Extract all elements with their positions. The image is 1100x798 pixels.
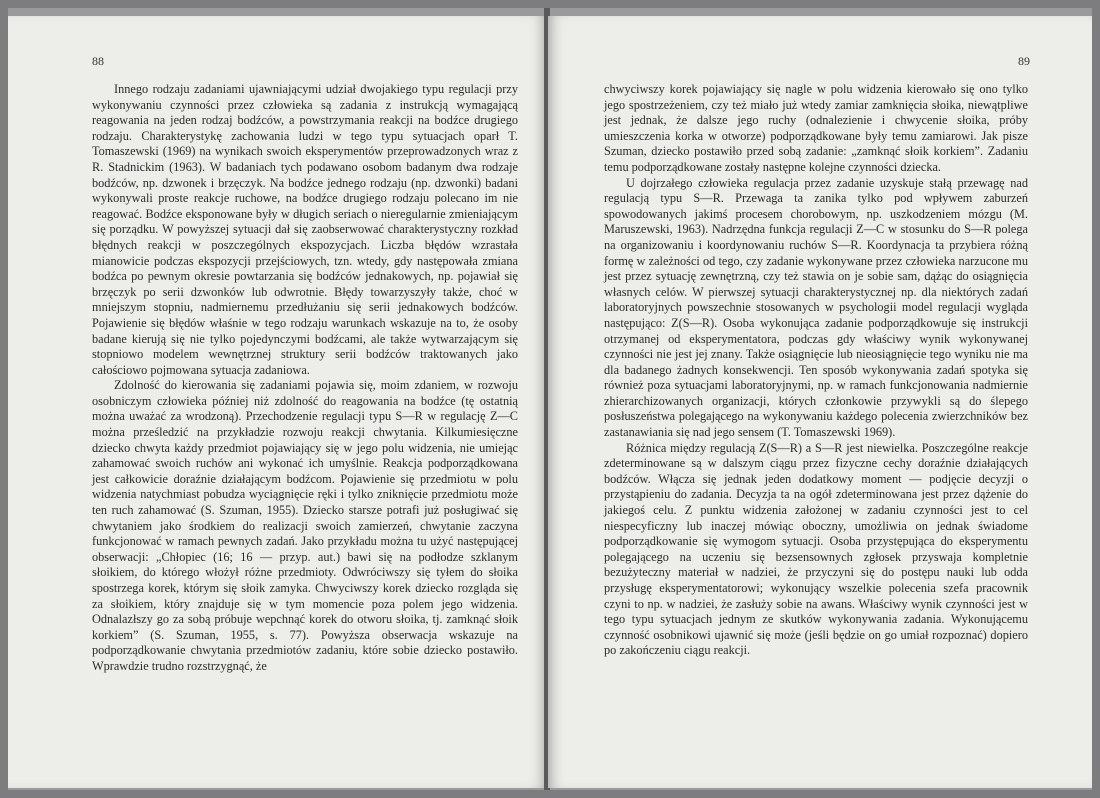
paragraph: U dojrzałego człowieka regulacja przez zadanie uzyskuje stałą przewagę nad regulacją typu S—R. Przewaga ta zanika tylko pod wpływem zaburzeń spowodowanych jakimś procesem chorobowym, np. uszkodzeniem mózgu (M. Maruszewski, 1963). Nadrzędna funkcja regulacji Z—C w stosunku do S—R polega na organizowaniu i koordynowaniu ruchów S—R. Koordynacja ta przybiera różną formę w zależności od tego, czy zadanie wykonywane przez człowieka narzucone mu jest przez sytuację zewnętrzną, czy też stawia on je sobie sam, dążąc do osiągnięcia własnych celów. W pierwszej sytuacji charakterystycznej np. dla niektórych zadań laboratoryjnych powszechnie stosowanych w psychologii model regulacji wygląda następująco: Z(S—R). Osoba wykonująca zadanie podporządkowuje się instrukcji otrzymanej od eksperymentatora, podczas gdy właściwy wynik wykonywanej czynności nie jest jej znany. Także osiągnięcie lub nieosiągnięcie tego wyniku nie ma dla badanego żadnych konsekwencji. Ten sposób wykonywania zadań spotyka się również poza sytuacjami laboratoryjnymi, np. w ramach funkcjonowania nadmiernie zhierarchizowanych organizacji, których członkowie przywykli są do ślepego posłuszeństwa polegającego na wykonywaniu każdego polecenia zwierzchników bez zastanawiania się nad jego sensem (T. Tomaszewski 1969). [604,175,1028,440]
right-page-number: 89 [1018,54,1030,68]
left-page-number: 88 [92,54,104,68]
right-page-body [604,82,1028,659]
book-spread [8,8,1092,790]
paragraph: Innego rodzaju zadaniami ujawniającymi udział dwojakiego typu regulacji przy wykonywaniu czynności przez człowieka są zadania z instrukcją wymagającą reagowania na jeden rodzaj bodźców, a powstrzymania reakcji na bodźce drugiego rodzaju. Charakterystykę zachowania ludzi w tego typu sytuacjach oparł T. Tomaszewski (1969) na wynikach swoich eksperymentów przeprowadzonych wraz z R. Stadnickim (1963). W badaniach tych podawano osobom badanym dwa rodzaje bodźców, np. dzwonek i brzęczyk. Na bodźce jednego rodzaju (np. dzwonki) badani wykonywali proste reakcje ruchowe, na bodźce drugiego rodzaju polecano im nie reagować. Bodźce eksponowane były w długich seriach o nieregularnie zmieniającym się porządku. W powyższej sytuacji dał się zaobserwować charakterystyczny rozkład błędnych reakcji w poszczególnych ekspozycjach. Liczba błędów wzrastała mianowicie podczas ekspozycji przejściowych, tzn. wtedy, gdy następowała zmiana bodźca po pewnym okresie powtarzania się bodźców jednakowych, np. pojawiał się brzęczyk po serii dzwonków lub odwrotnie. Błędy towarzyszyły także, choć w mniejszym stopniu, nadmiernemu przedłużaniu się serii jednakowych bodźców. Pojawienie się błędów właśnie w tego rodzaju warunkach wskazuje na to, że osoby badane kierują się nie tylko pojedynczymi bodźcami, ale także wytwarzającym się stopniowo modelem wewnętrznej struktury serii bodźców traktowanych jako całościowo pojmowana sytuacja zadaniowa. [92,82,518,377]
right-page [548,16,1092,788]
paragraph: Różnica między regulacją Z(S—R) a S—R jest niewielka. Poszczególne reakcje zdeterminowane są w dalszym ciągu przez fizyczne cechy doraźnie działających bodźców. Włącza się jednak jeden dodatkowy moment — podjęcie decyzji o przystąpieniu do zadania. Decyzja ta na ogół zdeterminowana jest przez dążenie do jakiegoś celu. Z punktu widzenia założonej w zadaniu czynności jest to cel niespecyficzny lub inaczej mówiąc oboczny, umożliwia on jednak świadome podporządkowanie się wymogom sytuacji. Osoba przystępująca do eksperymentu polegającego na uczeniu się bezsensownych zgłosek przyswaja kompletnie bezużyteczny materiał w nadziei, że przyczyni się do postępu nauki lub odda przysługę eksperymentatorowi; wykonujący wszelkie polecenia szefa pracownik czyni to np. w nadziei, że zasłuży sobie na awans. Właściwy wynik czynności jest w tego typu sytuacjach jednym ze skutków wykonywania zadania. Wykonującemu czynność osobnikowi ujawnić się może (jeśli będzie on go umiał rozpoznać) dopiero po zakończeniu ciągu reakcji. [604,440,1028,658]
paragraph: chwyciwszy korek pojawiający się nagle w polu widzenia kierowało się ono tylko jego spostrzeżeniem, czy też miało już wtedy zamiar zamknięcia słoika, niewątpliwe jest jednak, że dalsze jego ruchy (odnalezienie i chwycenie słoika, próby umieszczenia korka w otworze) podporządkowane były temu zamiarowi. Jak pisze Szuman, dziecko postawiło przed sobą zadanie: „zamknąć słoik korkiem”. Zadaniu temu podporządkowane zostały następne kolejne czynności dziecka. [604,82,1028,174]
left-page [8,16,546,788]
left-page-body [92,82,518,675]
paragraph: Zdolność do kierowania się zadaniami pojawia się, moim zdaniem, w rozwoju osobniczym człowieka później niż zdolność do reagowania na bodźce (tę ostatnią można uważać za wrodzoną). Przechodzenie regulacji typu S—R w regulację Z—C można prześledzić na przykładzie rozwoju reakcji chwytania. Kilkumiesięczne dziecko chwyta każdy przedmiot pojawiający się w jego polu widzenia, nie umiejąc zahamować swoich ruchów ani wykonać ich umyślnie. Reakcja podporządkowana jest całkowicie doraźnie działającym bodźcom. Pojawienie się przedmiotu w polu widzenia natychmiast pobudza wyciągnięcie ręki i tylko zniknięcie przedmiotu może ten ruch zahamować (S. Szuman, 1955). Dziecko starsze potrafi już posługiwać się chwytaniem jako środkiem do realizacji swoich zamierzeń, chwytanie zaczyna funkcjonować w ramach pewnych zadań. Jako przykładu można tu użyć następującej obserwacji: „Chłopiec (16; 16 — przyp. aut.) bawi się na podłodze szklanym słoikiem, do którego włożył różne przedmioty. Odwróciwszy się tyłem do słoika spostrzega korek, którym się słoik zamyka. Chwyciwszy korek dziecko rozgląda się za słoikiem, który znajduje się w tym momencie poza polem jego widzenia. Odnalazłszy go za sobą próbuje wepchnąć korek do otworu słoika, tj. zamknąć słoik korkiem” (S. Szuman, 1955, s. 77). Powyższa obserwacja wskazuje na podporządkowanie chwytania przedmiotów zadaniu, które sobie dziecko postawiło. Wprawdzie trudno rozstrzygnąć, że [92,378,518,673]
